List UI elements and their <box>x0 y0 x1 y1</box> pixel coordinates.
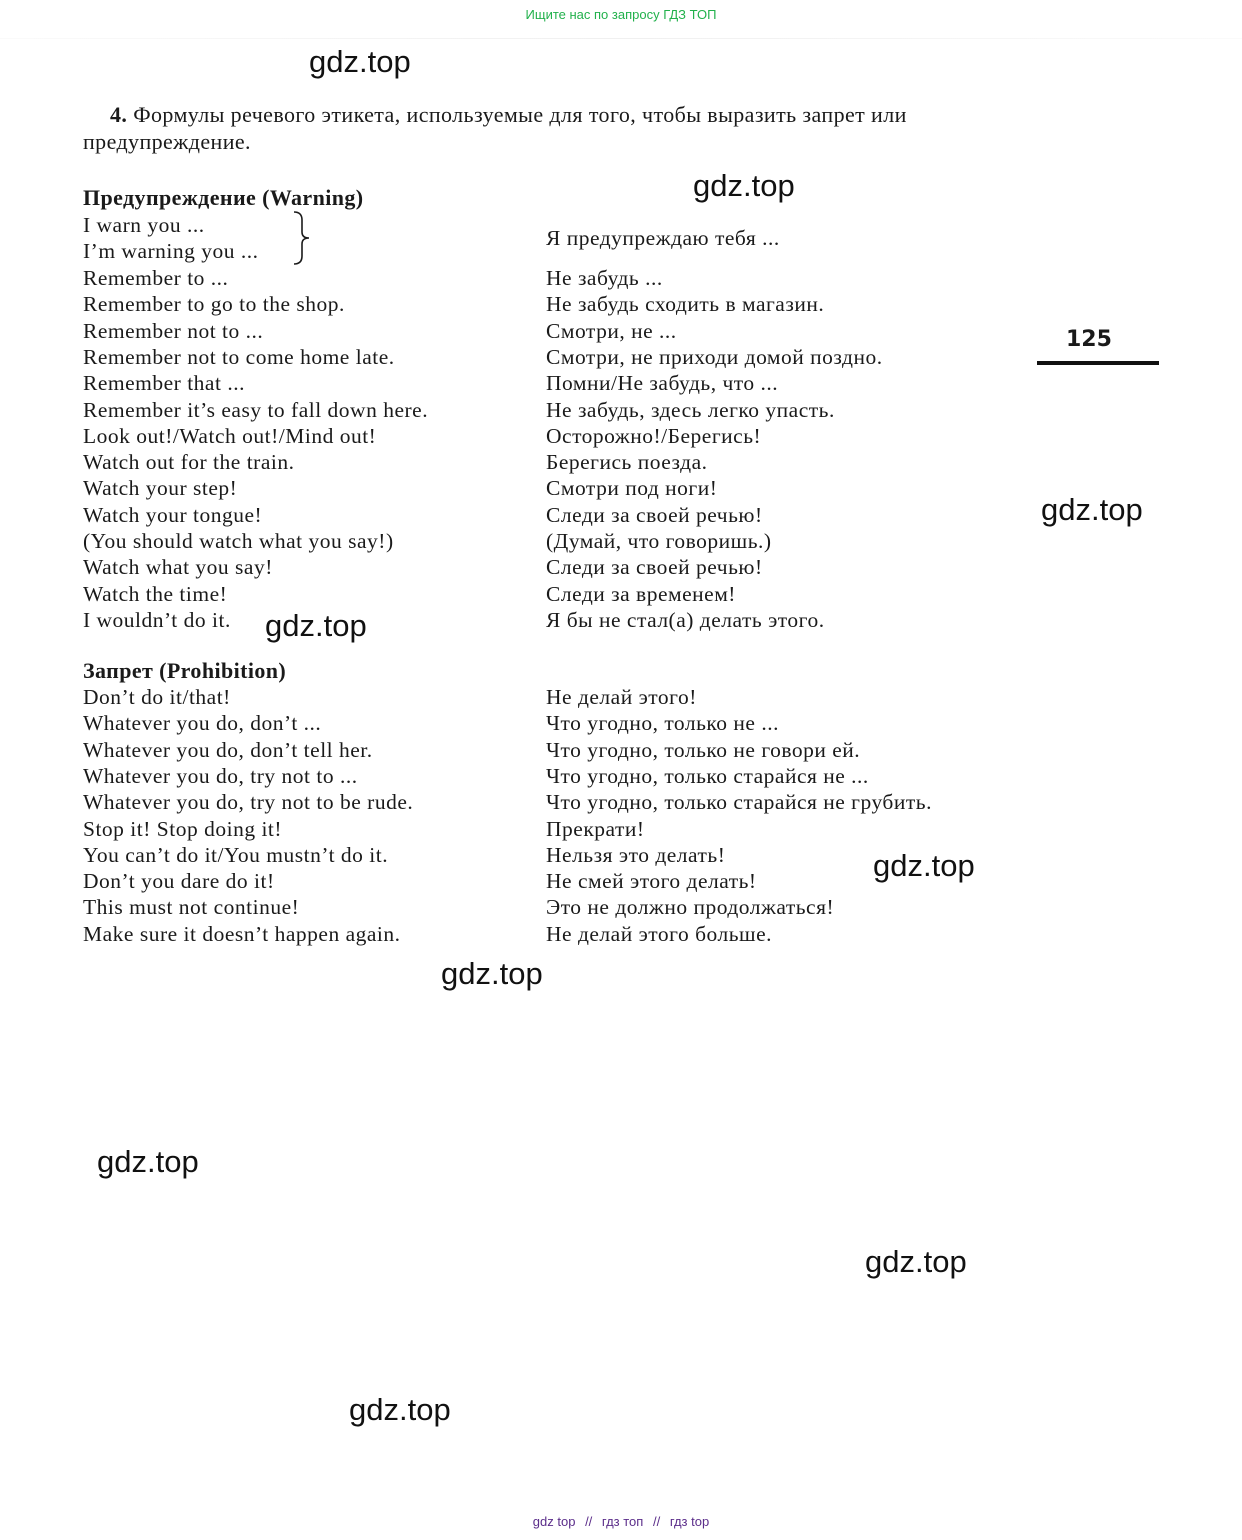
top-banner: Ищите нас по запросу ГДЗ ТОП <box>525 7 717 22</box>
watermark: gdz.top <box>309 44 411 79</box>
phrase-en: Watch the time! <box>83 581 228 606</box>
phrase-en: I’m warning you ... <box>83 239 259 263</box>
page-number-rule <box>1037 361 1159 365</box>
watermark: gdz.top <box>865 1244 967 1279</box>
phrase-ru: Смотри, не ... <box>546 318 677 343</box>
section-heading-prohibition: Запрет (Prohibition) <box>83 658 287 683</box>
phrase-en: Whatever you do, try not to be rude. <box>83 790 414 815</box>
footer-link[interactable]: гдз топ <box>601 1514 644 1529</box>
phrase-ru: Нельзя это делать! <box>546 842 726 867</box>
phrase-ru: Прекрати! <box>546 816 645 841</box>
header-divider <box>0 38 1242 39</box>
watermark: gdz.top <box>265 608 367 643</box>
phrase-ru: (Думай, что говоришь.) <box>546 529 772 553</box>
footer-link[interactable]: gdz top <box>532 1514 576 1529</box>
phrase-en: You can’t do it/You mustn’t do it. <box>83 842 389 867</box>
phrase-ru: Помни/Не забудь, что ... <box>546 371 779 396</box>
phrase-en: Watch your tongue! <box>83 502 263 527</box>
section-heading-warning: Предупреждение (Warning) <box>83 185 364 210</box>
exercise-intro <box>83 101 1013 155</box>
phrase-en: Watch out for the train. <box>83 450 295 475</box>
phrase-en: Remember that ... <box>83 371 245 396</box>
phrase-en: I wouldn’t do it. <box>83 607 231 632</box>
phrase-en: Watch your step! <box>83 476 238 501</box>
phrase-ru: Следи за своей речью! <box>546 555 763 580</box>
phrase-ru: Что угодно, только не ... <box>546 711 779 736</box>
phrase-en: Don’t do it/that! <box>83 685 231 709</box>
phrase-en: Make sure it doesn’t happen again. <box>83 921 401 946</box>
phrase-en: Remember to ... <box>83 266 229 290</box>
phrase-en: Look out!/Watch out!/Mind out! <box>83 423 377 448</box>
phrase-ru: Это не должно продолжаться! <box>546 895 835 920</box>
phrase-ru: Я бы не стал(а) делать этого. <box>546 607 825 632</box>
watermark: gdz.top <box>1041 492 1143 527</box>
phrase-ru: Не забудь сходить в магазин. <box>546 292 825 317</box>
phrase-ru: Не забудь ... <box>546 266 663 290</box>
phrase-ru: Смотри под ноги! <box>546 476 718 501</box>
phrase-ru: Осторожно!/Берегись! <box>546 423 762 448</box>
exercise-text: Формулы речевого этикета, используемые для того, чтобы выразить запрет или предупреждение. <box>83 102 907 154</box>
watermark: gdz.top <box>693 168 795 203</box>
footer-separator: // <box>585 1514 593 1529</box>
phrase-ru: Не делай этого больше. <box>546 921 772 946</box>
phrase-ru: Следи за своей речью! <box>546 502 763 527</box>
phrase-en: I warn you ... <box>83 213 205 237</box>
phrase-en: Don’t you dare do it! <box>83 869 275 894</box>
phrase-ru: Что угодно, только старайся не грубить. <box>546 790 932 815</box>
footer-link[interactable]: гдз top <box>669 1514 710 1529</box>
phrase-ru: Берегись поезда. <box>546 450 708 475</box>
phrase-ru: Что угодно, только старайся не ... <box>546 763 869 788</box>
watermark: gdz.top <box>441 956 543 991</box>
phrase-en: Whatever you do, don’t ... <box>83 711 322 736</box>
brace-icon <box>292 210 312 266</box>
watermark: gdz.top <box>349 1392 451 1427</box>
phrase-ru: Следи за временем! <box>546 581 736 606</box>
phrase-en: This must not continue! <box>83 895 300 920</box>
page-number: 125 <box>1066 327 1112 352</box>
phrase-ru: Не забудь, здесь легко упасть. <box>546 397 835 422</box>
exercise-number: 4. <box>110 102 128 127</box>
phrase-en: Remember not to ... <box>83 318 264 343</box>
phrase-ru: Не делай этого! <box>546 685 697 709</box>
watermark: gdz.top <box>873 848 975 883</box>
phrase-ru: Что угодно, только не говори ей. <box>546 737 861 762</box>
phrase-en: Remember it’s easy to fall down here. <box>83 397 429 422</box>
phrase-en: Remember to go to the shop. <box>83 292 345 317</box>
phrase-ru: Смотри, не приходи домой поздно. <box>546 344 883 369</box>
footer-links <box>0 1514 1242 1529</box>
phrase-en: Whatever you do, try not to ... <box>83 763 358 788</box>
phrase-ru: Не смей этого делать! <box>546 869 757 894</box>
phrase-en: (You should watch what you say!) <box>83 529 394 553</box>
watermark: gdz.top <box>97 1144 199 1179</box>
footer-separator: // <box>652 1514 661 1529</box>
phrase-en: Stop it! Stop doing it! <box>83 816 283 841</box>
phrase-en: Remember not to come home late. <box>83 344 395 369</box>
phrase-en: Whatever you do, don’t tell her. <box>83 737 373 762</box>
phrase-ru: Я предупреждаю тебя ... <box>546 226 780 250</box>
phrase-en: Watch what you say! <box>83 555 273 580</box>
